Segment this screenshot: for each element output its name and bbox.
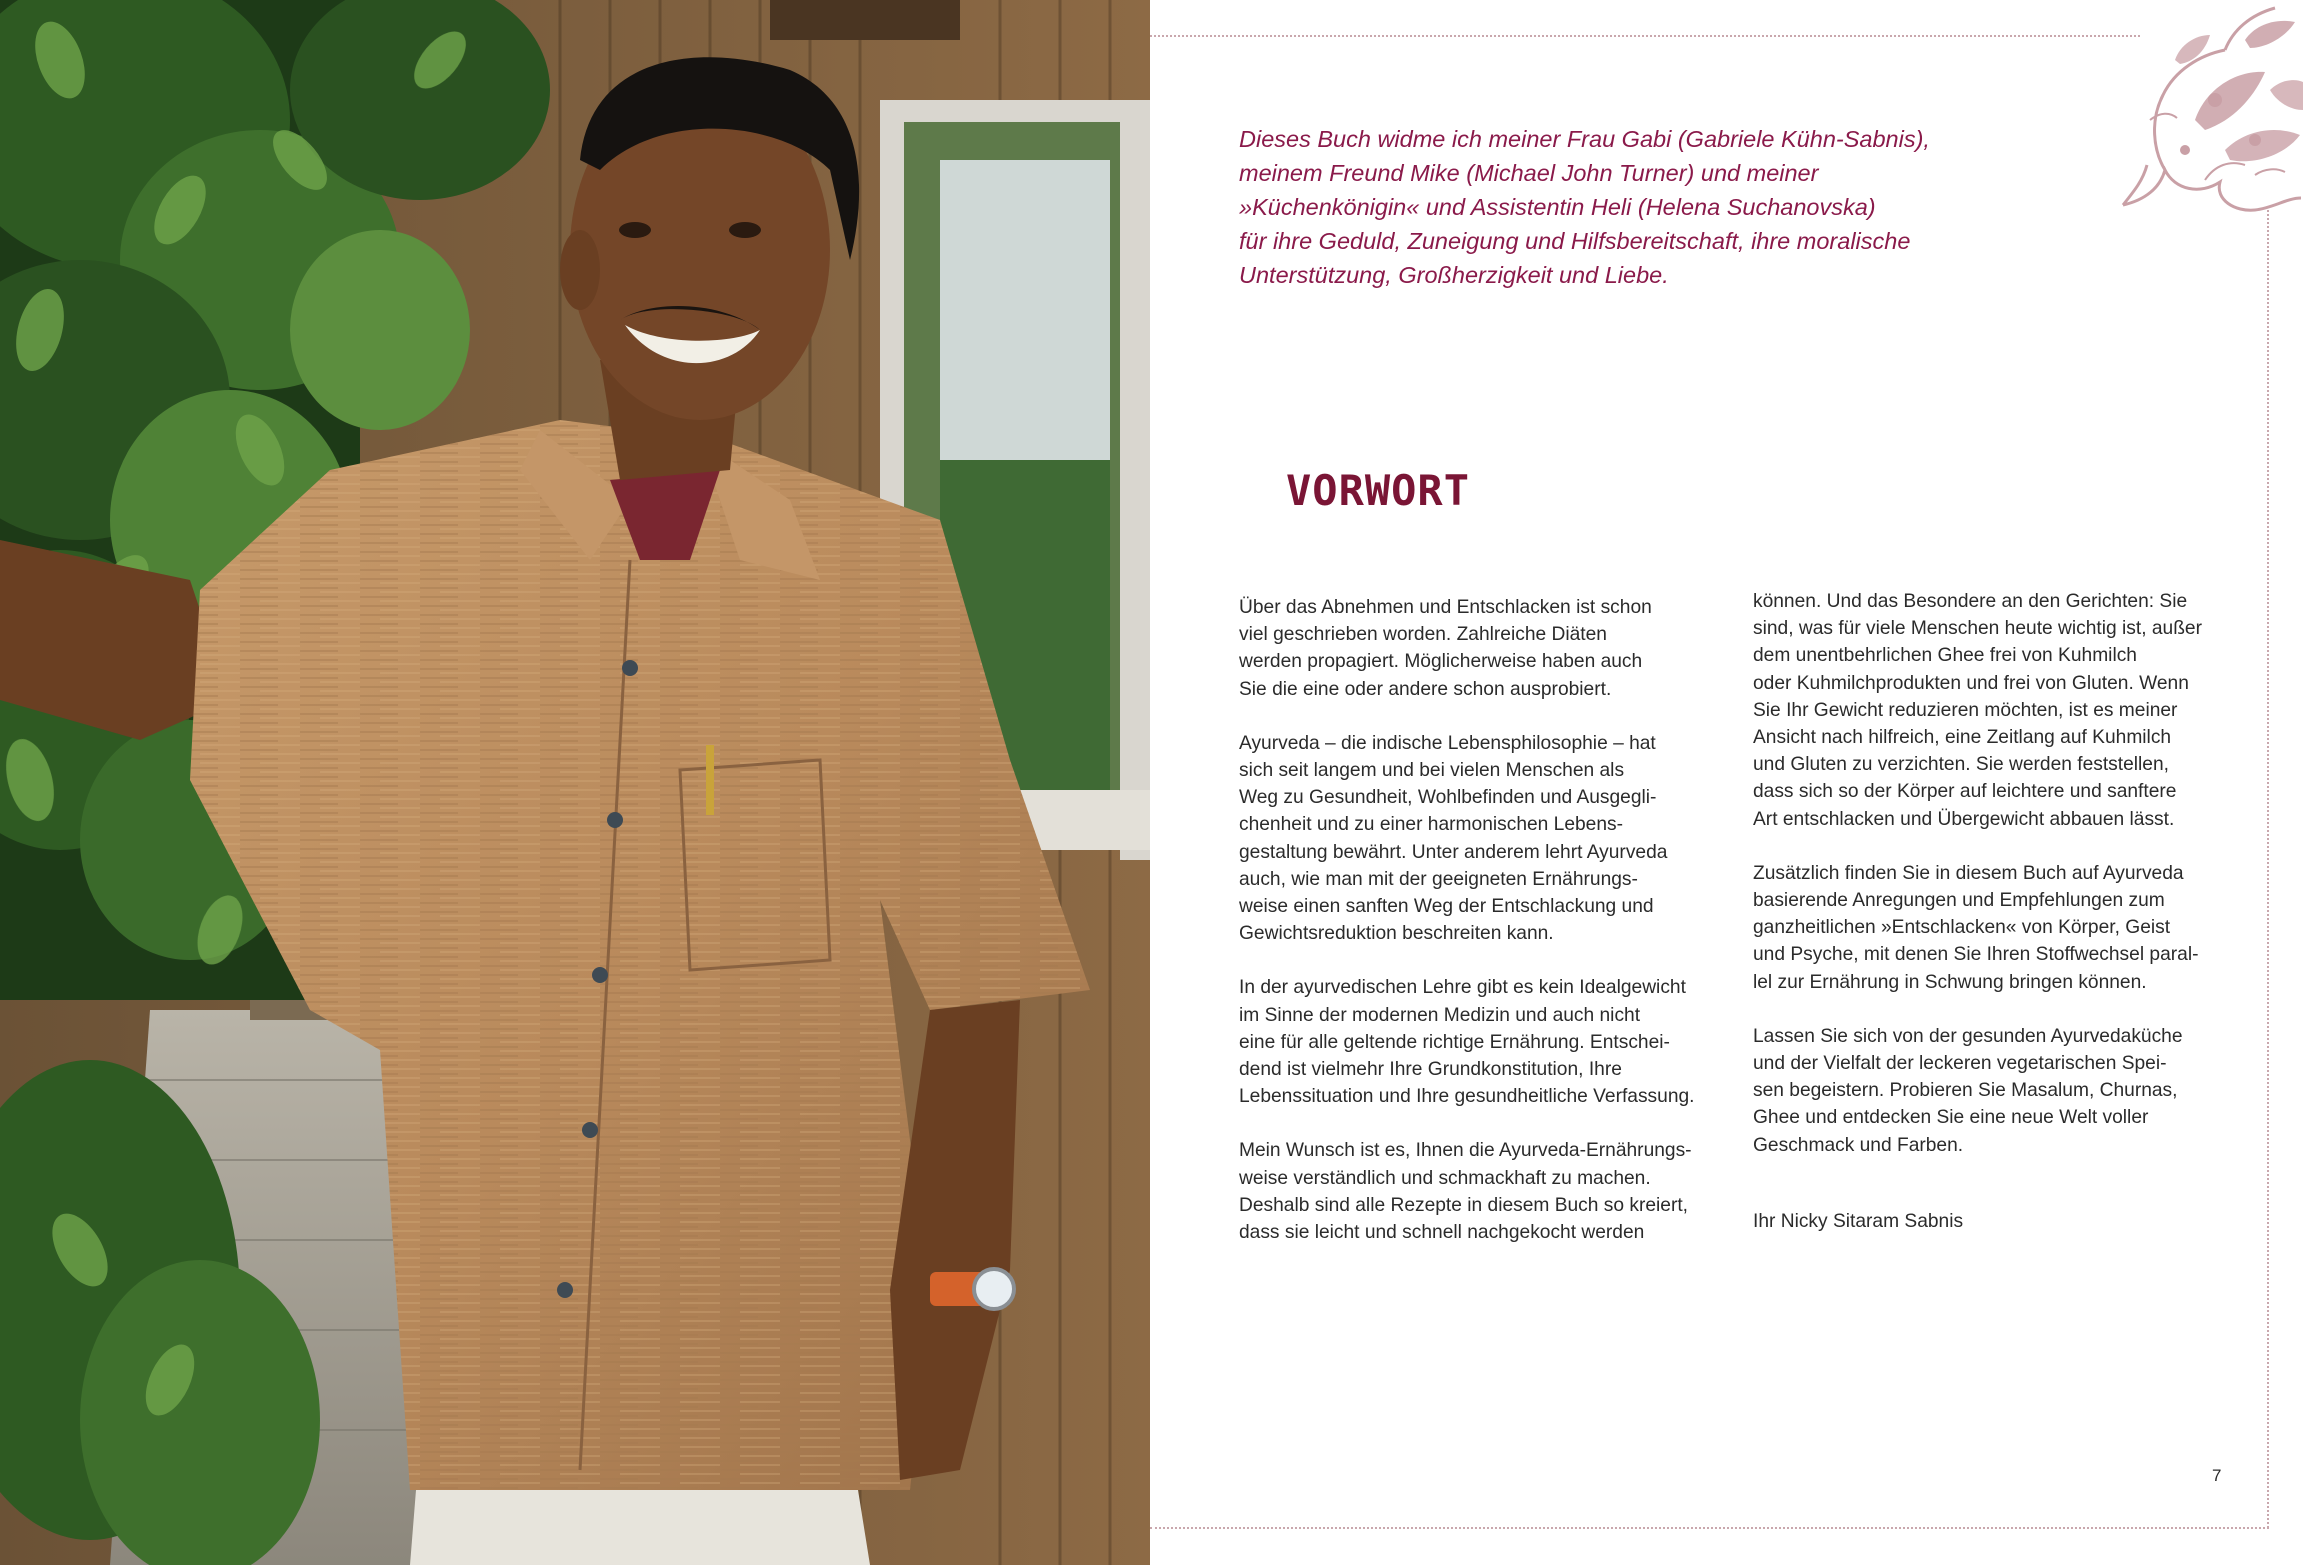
text-line: Ayurveda – die indische Lebensphilosophie – hat [1239, 732, 1656, 754]
dedication-line: »Küchenkönigin« und Assistentin Heli (Helena Suchanovska) [1239, 194, 1876, 220]
text-line: Geschmack und Farben. [1753, 1134, 1964, 1156]
text-line: Ghee und entdecken Sie eine neue Welt voller [1753, 1107, 2149, 1129]
text-line: ganzheitlichen »Entschlacken« von Körper, Geist [1753, 917, 2171, 939]
text-line: auch, wie man mit der geeigneten Ernährungs- [1239, 868, 1638, 890]
author-photo-illustration [0, 0, 1150, 1565]
dedication-line: Unterstützung, Großherzigkeit und Liebe. [1239, 262, 1669, 288]
text-line: dass sich so der Körper auf leichtere und sanftere [1753, 781, 2177, 803]
text-line: Lassen Sie sich von der gesunden Ayurvedaküche [1753, 1025, 2183, 1047]
text-line: In der ayurvedischen Lehre gibt es kein Idealgewicht [1239, 977, 1686, 999]
paragraph [1753, 588, 2233, 833]
paragraph [1239, 730, 1709, 948]
text-column-right [1753, 588, 2233, 1186]
dedication-line: für ihre Geduld, Zuneigung und Hilfsbereitschaft, ihre moralische [1239, 228, 1911, 254]
text-line: oder Kuhmilchprodukten und frei von Gluten. Wenn [1753, 672, 2189, 694]
text-line: sich seit langem und bei vielen Menschen als [1239, 760, 1625, 782]
text-column-left [1239, 594, 1709, 1273]
text-line: lel zur Ernährung in Schwung bringen können. [1753, 971, 2147, 993]
text-line: dend ist vielmehr Ihre Grundkonstitution, Ihre [1239, 1059, 1622, 1081]
text-line: Sie Ihr Gewicht reduzieren möchten, ist es meiner [1753, 699, 2178, 721]
text-line: gestaltung bewährt. Unter anderem lehrt Ayurveda [1239, 841, 1668, 863]
text-line: basierende Anregungen und Empfehlungen zum [1753, 890, 2165, 912]
text-line: und Psyche, mit denen Sie Ihren Stoffwechsel paral- [1753, 944, 2199, 966]
text-line: sen begeistern. Probieren Sie Masalum, Churnas, [1753, 1080, 2178, 1102]
text-line: dem unentbehrlichen Ghee frei von Kuhmilch [1753, 645, 2137, 667]
text-line: sind, was für viele Menschen heute wichtig ist, außer [1753, 618, 2202, 640]
text-line: weise einen sanften Weg der Entschlackung und [1239, 896, 1654, 918]
text-page [1150, 0, 2303, 1565]
author-signature: Ihr Nicky Sitaram Sabnis [1753, 1211, 1964, 1232]
author-photo [0, 0, 1150, 1565]
text-line: werden propagiert. Möglicherweise haben auch [1239, 651, 1643, 673]
text-line: und Gluten zu verzichten. Sie werden feststellen, [1753, 754, 2169, 776]
text-line: Mein Wunsch ist es, Ihnen die Ayurveda-Ernährungs- [1239, 1140, 1692, 1162]
text-line: weise verständlich und schmackhaft zu machen. [1239, 1167, 1651, 1189]
text-line: Deshalb sind alle Rezepte in diesem Buch so kreiert, [1239, 1194, 1689, 1216]
text-line: dass sie leicht und schnell nachgekocht werden [1239, 1222, 1645, 1244]
dotted-border-bottom [1150, 1527, 2269, 1529]
text-line: Sie die eine oder andere schon ausprobiert. [1239, 678, 1612, 700]
paragraph [1239, 594, 1709, 703]
text-line: Ansicht nach hilfreich, eine Zeitlang auf Kuhmilch [1753, 727, 2172, 749]
dedication-line: meinem Freund Mike (Michael John Turner) und meiner [1239, 160, 1819, 186]
paragraph [1753, 1023, 2233, 1159]
paragraph [1753, 860, 2233, 996]
text-line: Gewichtsreduktion beschreiten kann. [1239, 923, 1554, 945]
paragraph [1239, 974, 1709, 1110]
dedication-line: Dieses Buch widme ich meiner Frau Gabi (Gabriele Kühn-Sabnis), [1239, 126, 1930, 152]
text-line: können. Und das Besondere an den Gerichten: Sie [1753, 591, 2188, 612]
text-line: Über das Abnehmen und Entschlacken ist schon [1239, 597, 1652, 618]
text-line: chenheit und zu einer harmonischen Lebens- [1239, 814, 1624, 836]
dotted-border-right [2267, 210, 2269, 1528]
text-line: im Sinne der modernen Medizin und auch nicht [1239, 1004, 1641, 1026]
text-line: Zusätzlich finden Sie in diesem Buch auf Ayurveda [1753, 862, 2184, 884]
text-line: Lebenssituation und Ihre gesundheitliche Verfassung. [1239, 1086, 1695, 1108]
section-title: VORWORT [1286, 466, 1471, 515]
text-line: eine für alle geltende richtige Ernährung. Entschei- [1239, 1031, 1670, 1053]
dotted-border-top [1150, 35, 2140, 37]
page-number: 7 [2212, 1466, 2222, 1485]
floral-ornament-icon [2105, 0, 2303, 215]
paragraph [1239, 1137, 1709, 1246]
text-line: Art entschlacken und Übergewicht abbauen lässt. [1753, 808, 2175, 830]
dedication [1239, 122, 1999, 292]
text-line: und der Vielfalt der leckeren vegetarischen Spei- [1753, 1053, 2167, 1075]
text-line: viel geschrieben worden. Zahlreiche Diäten [1239, 624, 1607, 646]
text-line: Weg zu Gesundheit, Wohlbefinden und Ausgegli- [1239, 787, 1657, 809]
